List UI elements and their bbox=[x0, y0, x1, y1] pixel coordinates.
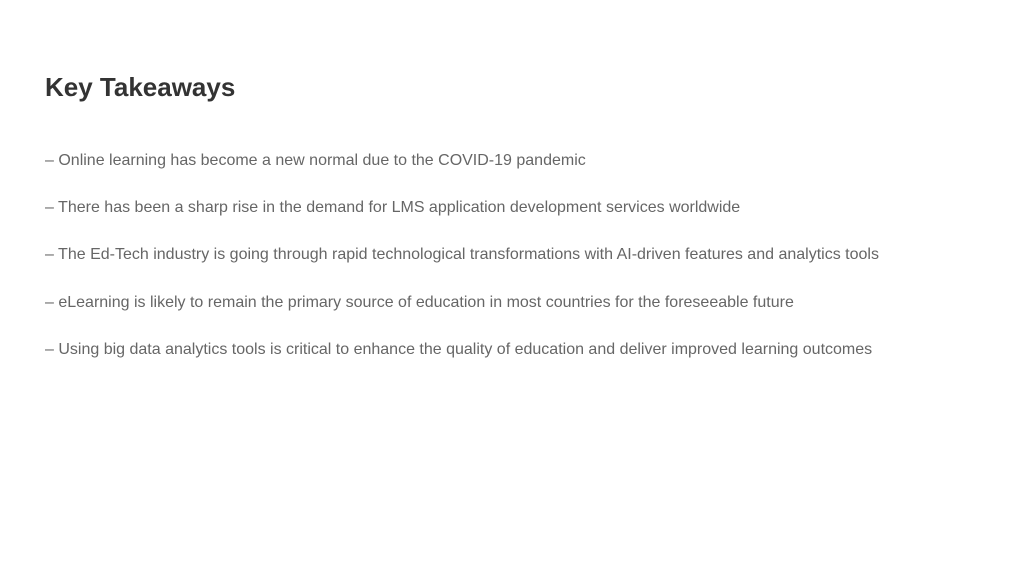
takeaway-item: – eLearning is likely to remain the primary source of education in most countries for the foreseeable future bbox=[45, 293, 794, 311]
slide-title: Key Takeaways bbox=[45, 72, 236, 102]
takeaway-item: – The Ed-Tech industry is going through rapid technological transformations with AI-driven features and analytics tools bbox=[45, 246, 879, 264]
takeaway-item: – Online learning has become a new normal due to the COVID-19 pandemic bbox=[45, 152, 586, 169]
takeaway-item: – Using big data analytics tools is critical to enhance the quality of education and deliver improved learning outcomes bbox=[45, 340, 873, 358]
takeaways-list bbox=[45, 150, 879, 386]
takeaway-item: – There has been a sharp rise in the demand for LMS application development services worldwide bbox=[45, 199, 741, 217]
